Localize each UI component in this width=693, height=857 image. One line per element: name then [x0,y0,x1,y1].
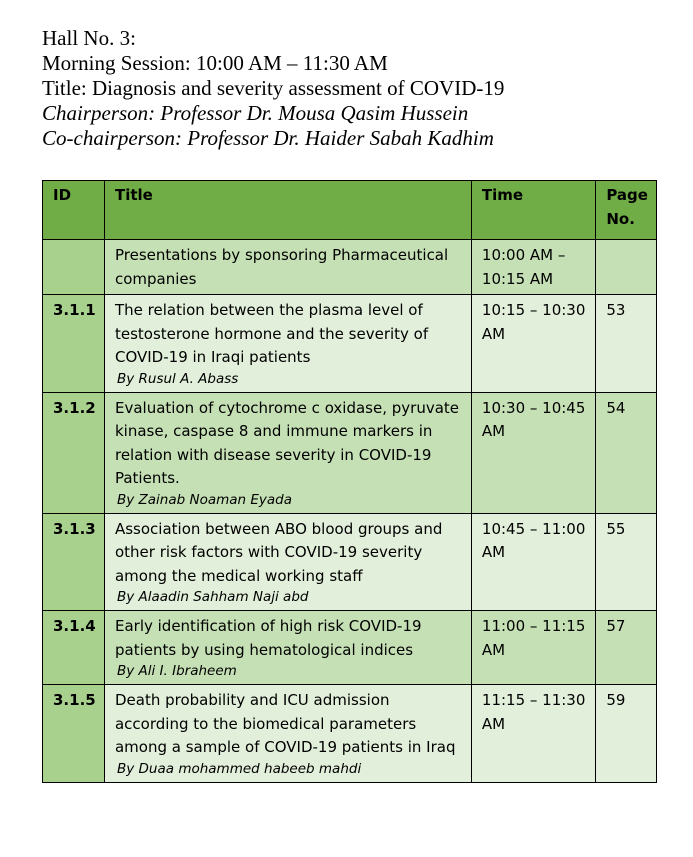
column-header-title: Title [104,181,471,240]
row-time: 11:00 – 11:15 AM [471,611,595,685]
row-page: 57 [596,611,657,685]
row-id: 3.1.5 [43,685,105,783]
row-page: 55 [596,513,657,611]
row-title: Evaluation of cytochrome c oxidase, pyruvate kinase, caspase 8 and immune markers in relation with disease severity in COVID-19 Patients. [114,398,460,487]
row-title: Association between ABO blood groups and other risk factors with COVID-19 severity among the medical working staff [114,519,443,585]
row-id: 3.1.3 [43,513,105,611]
table-row [43,513,657,611]
row-id: 3.1.1 [43,295,105,393]
table-row [43,295,657,393]
row-title: The relation between the plasma level of testosterone hormone and the severity of COVID-19 in Iraqi patients [114,301,429,366]
row-title-cell [104,611,471,685]
row-title-cell [104,513,471,611]
schedule-table [42,180,657,783]
session-header [42,26,504,151]
row-time: 11:15 – 11:30 AM [471,685,595,783]
row-page [596,240,657,295]
table-header-row [43,181,657,240]
row-title: Early identification of high risk COVID-19 patients by using hematological indices [114,617,422,659]
row-title-cell [104,685,471,783]
row-time: 10:00 AM – 10:15 AM [471,240,595,295]
table-row [43,611,657,685]
table-row [43,685,657,783]
column-header-page: Page No. [596,181,657,240]
row-author: By Ali I. Ibraheem [116,663,237,679]
row-author: By Rusul A. Abass [116,370,239,387]
row-page: 54 [596,392,657,513]
row-id [43,240,105,295]
row-time: 10:30 – 10:45 AM [471,392,595,513]
row-page: 53 [596,295,657,393]
column-header-time: Time [471,181,595,240]
row-title-cell [104,392,471,513]
session-title: Title: Diagnosis and severity assessment of COVID-19 [42,76,505,100]
row-author: By Duaa mohammed habeeb mahdi [116,760,362,777]
chairperson: Chairperson: Professor Dr. Mousa Qasim Hussein [42,101,469,125]
row-id: 3.1.4 [43,611,105,685]
row-time: 10:45 – 11:00 AM [471,513,595,611]
row-author: By Zainab Noaman Eyada [116,491,293,508]
row-time: 10:15 – 10:30 AM [471,295,595,393]
row-title-cell [104,240,471,295]
table-row [43,392,657,513]
row-title-cell [104,295,471,393]
column-header-id: ID [43,181,105,240]
row-title: Death probability and ICU admission according to the biomedical parameters among a sample of COVID-19 patients in Iraq [114,691,456,756]
row-page: 59 [596,685,657,783]
session-time: Morning Session: 10:00 AM – 11:30 AM [42,51,388,75]
row-id: 3.1.2 [43,392,105,513]
table-row [43,240,657,295]
row-title: Presentations by sponsoring Pharmaceutical companies [114,246,449,288]
co-chairperson: Co-chairperson: Professor Dr. Haider Sabah Kadhim [42,126,494,150]
row-author: By Alaadin Sahham Naji abd [116,589,309,605]
hall-number: Hall No. 3: [42,26,136,50]
